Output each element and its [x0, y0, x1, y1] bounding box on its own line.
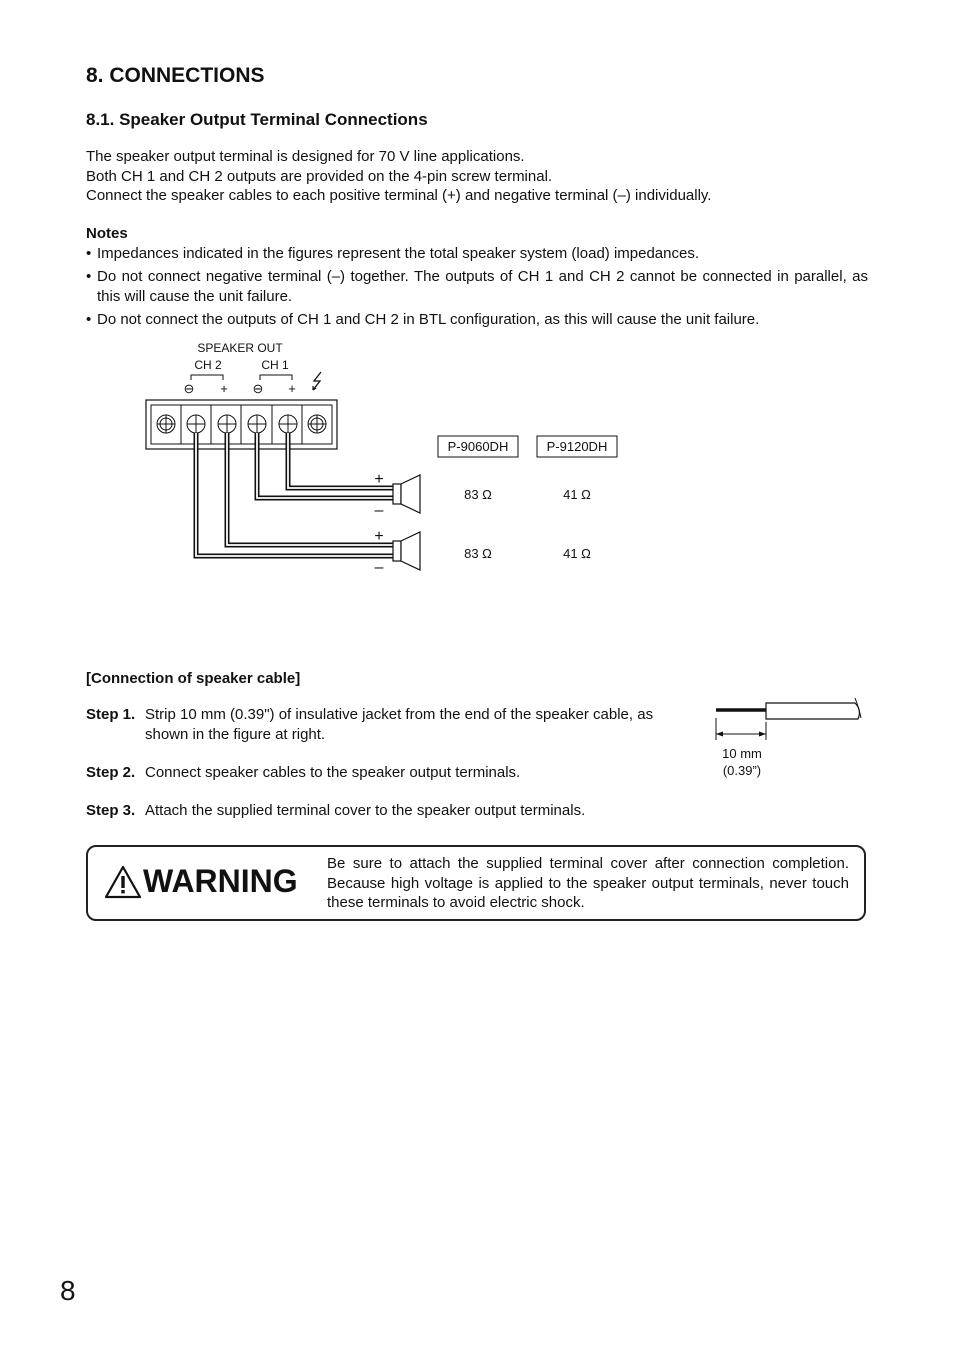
step-label: Step 2.: [86, 764, 136, 781]
impedance-value: 41 Ω: [563, 487, 591, 502]
intro-line-1: The speaker output terminal is designed for 70 V line applications.: [86, 148, 525, 165]
note-text: Impedances indicated in the figures represent the total speaker system (load) impedances.: [97, 245, 699, 262]
note-text: Do not connect the outputs of CH 1 and CH 2 in BTL configuration, as this will cause the unit failure.: [97, 311, 760, 328]
ch2-bracket: [191, 375, 223, 380]
step-label: Step 1.: [86, 706, 136, 723]
high-voltage-icon: [313, 372, 321, 390]
step-text: Connect speaker cables to the speaker output terminals.: [145, 764, 521, 781]
step-text: Strip 10 mm (0.39") of insulative jacket from the end of the speaker cable, as shown in the figure at right.: [145, 706, 654, 743]
ch1-plus-symbol: +: [288, 381, 296, 396]
intro-line-2: Both CH 1 and CH 2 outputs are provided on the 4-pin screw terminal.: [86, 167, 553, 185]
note-bullet: •: [86, 268, 92, 285]
warning-label: WARNING: [143, 863, 298, 899]
intro-line-3: Connect the speaker cables to each positive terminal (+) and negative terminal (–) individually.: [86, 187, 712, 204]
warning-triangle-icon: [104, 865, 142, 899]
notes-title: Notes: [86, 225, 128, 242]
strip-length-mm: 10 mm: [722, 746, 762, 761]
speaker-out-label: SPEAKER OUT: [197, 341, 283, 355]
speaker2-minus: –: [374, 559, 384, 576]
model-label: P-9060DH: [447, 439, 509, 454]
cable-connection-title: [Connection of speaker cable]: [86, 670, 301, 687]
ch2-label: CH 2: [194, 358, 222, 372]
model-label: P-9120DH: [546, 439, 608, 454]
speaker-wires: [196, 433, 395, 556]
ch2-minus-symbol: ⊖: [183, 381, 195, 396]
section-title: 8. CONNECTIONS: [86, 64, 265, 87]
speaker1-minus: –: [374, 502, 384, 519]
page-number: 8: [60, 1275, 76, 1306]
step-item: [86, 763, 685, 783]
step-item: [86, 801, 685, 821]
wiring-diagram: [0, 0, 954, 640]
speaker-icon: [393, 475, 420, 513]
strip-length-in: (0.39”): [722, 763, 762, 778]
speaker-icon: [393, 532, 420, 570]
note-bullet: •: [86, 245, 92, 262]
ch1-bracket: [260, 375, 292, 380]
speaker2-plus: +: [374, 528, 384, 545]
step-text: Attach the supplied terminal cover to the speaker output terminals.: [145, 802, 586, 819]
speaker1-plus: +: [374, 471, 384, 488]
step-label: Step 3.: [86, 802, 136, 819]
ch1-label: CH 1: [261, 358, 289, 372]
note-bullet: •: [86, 311, 92, 328]
stripped-cable-figure: [700, 690, 880, 790]
impedance-value: 83 Ω: [464, 487, 492, 502]
step-item: [86, 705, 685, 744]
subsection-title: 8.1. Speaker Output Terminal Connections: [86, 110, 428, 129]
ch1-minus-symbol: ⊖: [252, 381, 264, 396]
note-text: Do not connect negative terminal (–) together. The outputs of CH 1 and CH 2 cannot be connected in parallel, as this will cause the unit failure.: [97, 268, 868, 305]
terminal-block: [146, 400, 337, 449]
impedance-value: 83 Ω: [464, 546, 492, 561]
warning-text: Be sure to attach the supplied terminal cover after connection completion. Because high voltage is applied to the speaker output terminals, never touch these terminals to avoid electric shock.: [327, 855, 849, 911]
impedance-value: 41 Ω: [563, 546, 591, 561]
ch2-plus-symbol: +: [220, 381, 228, 396]
